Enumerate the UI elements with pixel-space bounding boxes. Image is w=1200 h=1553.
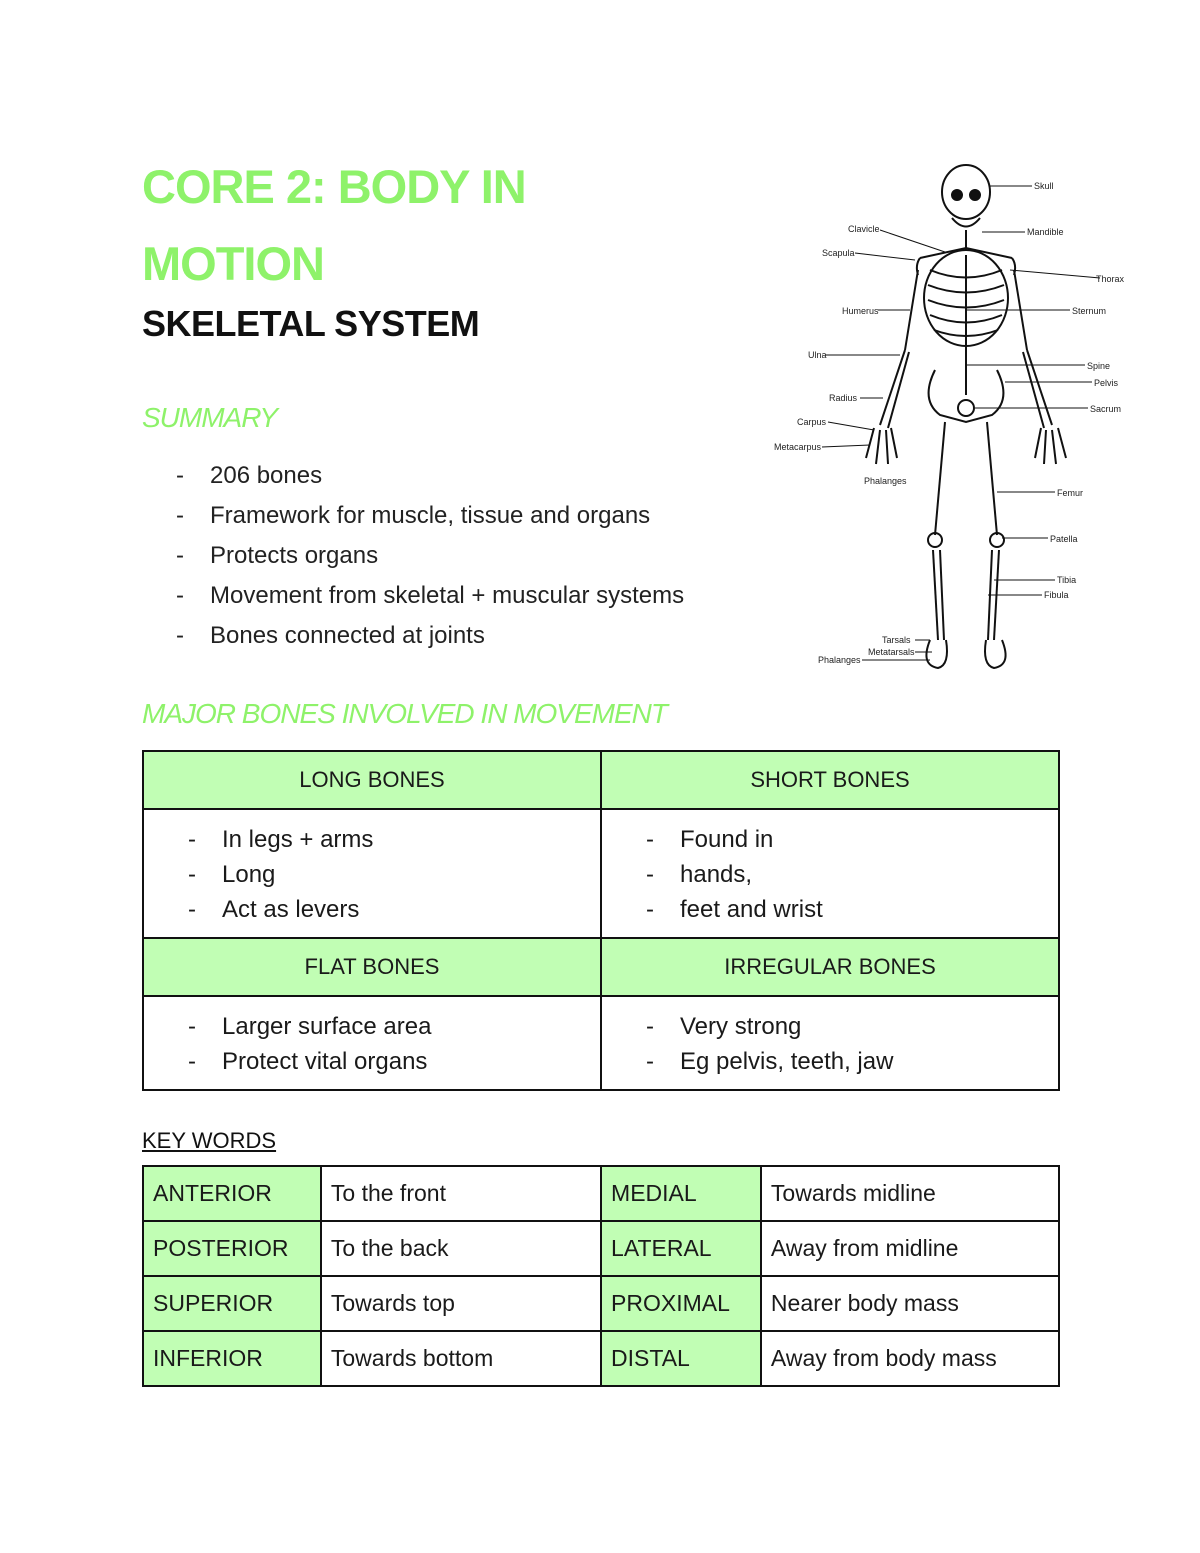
list-item: - Movement from skeletal + muscular systems (176, 576, 684, 616)
diagram-label: Metacarpus (774, 442, 822, 452)
definition-cell: Towards bottom (321, 1331, 601, 1386)
table-row (143, 1331, 1059, 1386)
list-item: - In legs + arms (188, 822, 600, 857)
diagram-label: Thorax (1096, 274, 1125, 284)
diagram-label: Phalanges (864, 476, 907, 486)
flat-bones-heading: FLAT BONES (143, 938, 601, 996)
diagram-label: Ulna (808, 350, 827, 360)
page-title: CORE 2: BODY IN MOTION (142, 160, 526, 290)
long-bones-heading: LONG BONES (143, 751, 601, 809)
summary-heading: SUMMARY (142, 402, 278, 433)
list-item: - Protects organs (176, 536, 684, 576)
term-cell: POSTERIOR (143, 1221, 321, 1276)
definition-cell: To the front (321, 1166, 601, 1221)
term-cell: DISTAL (601, 1331, 761, 1386)
diagram-label: Patella (1050, 534, 1078, 544)
term-cell: ANTERIOR (143, 1166, 321, 1221)
definition-cell: Towards top (321, 1276, 601, 1331)
term-cell: MEDIAL (601, 1166, 761, 1221)
section-heading-skeletal-system: SKELETAL SYSTEM (142, 303, 480, 344)
irregular-bones-heading: IRREGULAR BONES (601, 938, 1059, 996)
diagram-label: Metatarsals (868, 647, 915, 657)
definition-cell: To the back (321, 1221, 601, 1276)
diagram-label: Spine (1087, 361, 1111, 371)
list-item: - Bones connected at joints (176, 616, 684, 656)
diagram-label: Tarsals (882, 635, 911, 645)
definition-cell: Away from midline (761, 1221, 1059, 1276)
term-cell: PROXIMAL (601, 1276, 761, 1331)
table-row (143, 1276, 1059, 1331)
major-bones-heading: MAJOR BONES INVOLVED IN MOVEMENT (142, 698, 667, 729)
list-item: - Framework for muscle, tissue and organs (176, 496, 684, 536)
diagram-label: Mandible (1027, 227, 1064, 237)
key-words-heading: KEY WORDS (142, 1128, 277, 1153)
diagram-label: Scapula (822, 248, 855, 258)
definition-cell: Towards midline (761, 1166, 1059, 1221)
list-item: - Eg pelvis, teeth, jaw (646, 1044, 1058, 1079)
short-bones-cell (601, 809, 1059, 938)
term-cell: LATERAL (601, 1221, 761, 1276)
list-item: - feet and wrist (646, 892, 1058, 927)
list-item: - Larger surface area (188, 1009, 600, 1044)
flat-bones-cell (143, 996, 601, 1090)
definition-cell: Away from body mass (761, 1331, 1059, 1386)
key-words-table (142, 1165, 1060, 1387)
long-bones-cell (143, 809, 601, 938)
diagram-label: Carpus (797, 417, 827, 427)
diagram-label: Fibula (1044, 590, 1069, 600)
short-bones-heading: SHORT BONES (601, 751, 1059, 809)
table-row (143, 1221, 1059, 1276)
diagram-label: Skull (1034, 181, 1054, 191)
term-cell: SUPERIOR (143, 1276, 321, 1331)
skeleton-diagram (770, 160, 1190, 685)
diagram-label: Radius (829, 393, 858, 403)
diagram-label: Femur (1057, 488, 1084, 498)
diagram-label: Phalanges (818, 655, 861, 665)
list-item: - Long (188, 857, 600, 892)
list-item: - Act as levers (188, 892, 600, 927)
list-item: - 206 bones (176, 456, 684, 496)
diagram-label: Pelvis (1094, 378, 1119, 388)
diagram-label: Sacrum (1090, 404, 1122, 414)
term-cell: INFERIOR (143, 1331, 321, 1386)
diagram-label: Clavicle (848, 224, 880, 234)
list-item: - hands, (646, 857, 1058, 892)
diagram-label: Humerus (842, 306, 879, 316)
irregular-bones-cell (601, 996, 1059, 1090)
table-row (143, 1166, 1059, 1221)
diagram-label: Tibia (1057, 575, 1077, 585)
summary-list (176, 456, 684, 656)
list-item: - Protect vital organs (188, 1044, 600, 1079)
list-item: - Very strong (646, 1009, 1058, 1044)
definition-cell: Nearer body mass (761, 1276, 1059, 1331)
major-bones-table (142, 750, 1060, 1091)
list-item: - Found in (646, 822, 1058, 857)
diagram-label: Sternum (1072, 306, 1107, 316)
